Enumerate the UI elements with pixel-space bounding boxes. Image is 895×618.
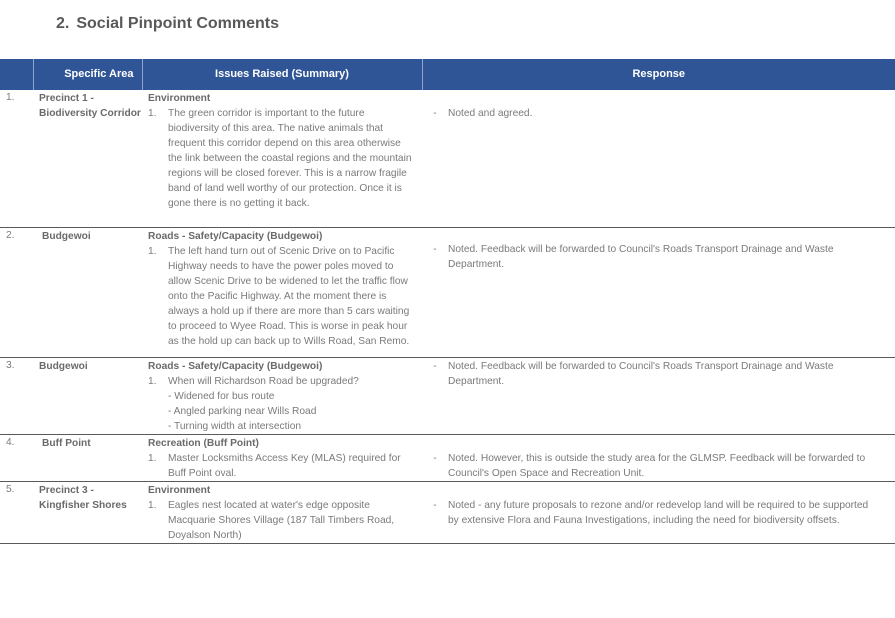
issue-summary: Master Locksmiths Access Key (MLAS) required for Buff Point oval.: [168, 452, 401, 479]
response-cell: [422, 357, 895, 434]
table-row: [0, 357, 895, 434]
issue-cell: [142, 481, 422, 543]
row-number: 2.: [0, 227, 33, 357]
comments-table: [0, 59, 895, 544]
response-cell: [422, 481, 895, 543]
response-cell: [422, 90, 895, 227]
response-text: Noted. However, this is outside the study area for the GLMSP. Feedback will be forwarded to Council's Open Space and Recreation Unit.: [448, 452, 866, 479]
issue-summary: The left hand turn out of Scenic Drive on to Pacific Highway needs to have the power poles moved to allow Scenic Drive to be widened to let the traffic flow onto the Pacific Highway. At the moment there is always a hold up if there are more than 5 cars waiting to proceed to Wyee Road. This is worse in peak hour as the hold up can back up to Wills Road, San Remo.: [168, 245, 410, 347]
table-row: [0, 434, 895, 481]
response-item: [422, 498, 895, 528]
response-text: Noted - any future proposals to rezone and/or redevelop land will be required to be supported by extensive Flora and Fauna Investigations, including the need for biodiversity offsets.: [448, 499, 869, 526]
response-text: Noted. Feedback will be forwarded to Council's Roads Transport Drainage and Waste Department.: [448, 360, 834, 387]
issue-item: [148, 374, 422, 389]
table-row: [0, 227, 895, 357]
bullet-dash: -: [433, 108, 437, 119]
issue-text: [168, 374, 422, 389]
issue-cell: [142, 227, 422, 357]
issue-item-number: 1.: [148, 452, 157, 464]
issue-text: [168, 244, 422, 349]
bullet-dash: -: [433, 452, 437, 464]
specific-area: Precinct 1 - Biodiversity Corridor: [33, 90, 142, 227]
section-number: 2.: [56, 15, 70, 32]
section-title: Social Pinpoint Comments: [76, 15, 280, 32]
bullet-dash: -: [433, 360, 437, 372]
issue-text: [168, 498, 422, 543]
specific-area: Precinct 3 - Kingfisher Shores: [33, 481, 142, 543]
response-item: [422, 359, 895, 389]
issue-item: [148, 451, 422, 481]
issue-category: Recreation (Buff Point): [148, 437, 259, 449]
issue-item: [148, 498, 422, 543]
issue-category: Environment: [148, 93, 211, 104]
bullet-dash: -: [433, 243, 437, 255]
sub-item: - Turning width at intersection: [168, 420, 302, 432]
issue-cell: [142, 90, 422, 227]
response-item: [422, 242, 895, 272]
issue-summary: The green corridor is important to the future biodiversity of this area. The native animals that frequent this corridor depend on this area otherwise the link between the coastal regions and the mountain regions will be closed forever. This is a narrow fragile band of land well worthy of our protection. Once it is gone there is no getting it back.: [168, 108, 412, 209]
response-item: [422, 451, 895, 481]
response-cell: [422, 434, 895, 481]
response-cell: [422, 227, 895, 357]
issue-text: [168, 451, 422, 481]
issue-item-number: 1.: [148, 375, 157, 387]
row-number: 4.: [0, 434, 33, 481]
issue-item-number: 1.: [148, 499, 157, 511]
issue-cell: [142, 434, 422, 481]
issue-item-number: 1.: [148, 108, 157, 119]
row-number: 1.: [0, 90, 33, 227]
issue-summary: When will Richardson Road be upgraded?: [168, 375, 359, 387]
issue-item-number: 1.: [148, 245, 157, 257]
sub-item: - Widened for bus route: [168, 390, 275, 402]
row-number: 3.: [0, 357, 33, 434]
issue-category: Environment: [148, 484, 211, 496]
table-row: [0, 481, 895, 543]
response-text: Noted. Feedback will be forwarded to Council's Roads Transport Drainage and Waste Department.: [448, 243, 834, 270]
specific-area: Buff Point: [33, 434, 142, 481]
response-item: [422, 106, 895, 121]
section-heading: [56, 15, 279, 33]
issue-text: [168, 106, 422, 211]
header-response: Response: [422, 59, 895, 90]
issue-item: [148, 244, 422, 349]
issue-item: [148, 106, 422, 211]
issue-cell: [142, 357, 422, 434]
header-specific-area: Specific Area: [33, 59, 142, 90]
row-number: 5.: [0, 481, 33, 543]
header-issues: Issues Raised (Summary): [142, 59, 422, 90]
table-row: [0, 90, 895, 227]
issue-summary: Eagles nest located at water's edge opposite Macquarie Shores Village (187 Tall Timbers Road, Doyalson North): [168, 499, 395, 541]
bullet-dash: -: [433, 499, 437, 511]
specific-area: Budgewoi: [33, 227, 142, 357]
issue-category: Roads - Safety/Capacity (Budgewoi): [148, 230, 323, 242]
header-row: [0, 59, 895, 90]
specific-area: Budgewoi: [33, 357, 142, 434]
sub-item: - Angled parking near Wills Road: [168, 405, 317, 417]
response-text: Noted and agreed.: [448, 108, 533, 119]
issue-category: Roads - Safety/Capacity (Budgewoi): [148, 360, 323, 372]
header-number: [0, 59, 33, 90]
